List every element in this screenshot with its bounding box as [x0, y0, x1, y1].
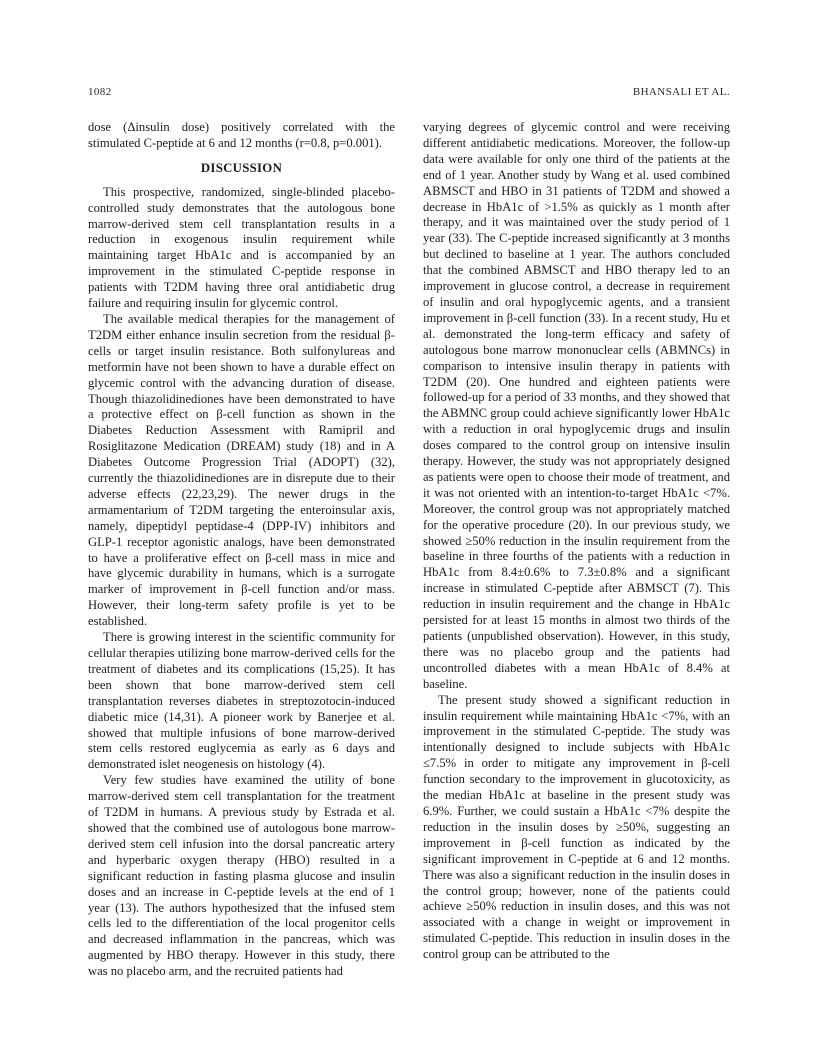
two-column-body — [88, 120, 730, 980]
running-head: BHANSALI ET AL. — [632, 86, 730, 98]
paragraph: There is growing interest in the scientific community for cellular therapies utilizing bone marrow-derived cells for the treatment of diabetes and its complications (15,25). It has been shown that bone marrow-derived stem cell transplantation reverses diabetes in streptozotocin-induced diabetic mice (14,31). A pioneer work by Banerjee et al. showed that multiple infusions of bone marrow-derived stem cells restored euglycemia as early as 6 days and demonstrated islet neogenesis on histology (4). — [88, 630, 395, 772]
running-header — [88, 86, 730, 98]
paragraph-continuation: dose (Δinsulin dose) positively correlated with the stimulated C-peptide at 6 and 12 months (r=0.8, p=0.001). — [88, 120, 395, 150]
page-number: 1082 — [88, 86, 112, 98]
paragraph: The present study showed a significant reduction in insulin requirement while maintaining HbA1c <7%, with an improvement in the stimulated C-peptide. The study was intentionally designed to include subjects with HbA1c ≤7.5% in order to mitigate any improvement in β-cell function secondary to the improvement in glucotoxicity, as the median HbA1c at baseline in the present study was 6.9%. Further, we could sustain a HbA1c <7% despite the reduction in the insulin doses by ≥50%, suggesting an improvement in β-cell function as indicated by the significant improvement in C-peptide at 6 and 12 months. There was also a significant reduction in the insulin doses in the control group; however, none of the patients could achieve ≥50% reduction in insulin doses, and this was not associated with a change in weight or improvement in stimulated C-peptide. This reduction in insulin doses in the control group can be attributed to the — [423, 692, 730, 962]
right-column — [423, 120, 730, 980]
paragraph-continuation: varying degrees of glycemic control and were receiving different antidiabetic medications. Moreover, the follow-up data were available for only one third of the patients at the end of 1 year. Another study by Wang et al. used combined ABMSCT and HBO in 31 patients of T2DM and showed a decrease in HbA1c of >1.5% as quickly as 1 month after therapy, and it was maintained over the study period of 1 year (33). The C-peptide increased significantly at 3 months but declined to baseline at 1 year. The authors concluded that the combined ABMSCT and HBO therapy led to an improvement in glucose control, a decrease in requirement of insulin and oral hypoglycemic agents, and a transient improvement in β-cell function (33). In a recent study, Hu et al. demonstrated the long-term efficacy and safety of autologous bone marrow mononuclear cells (ABMNCs) in comparison to intensive insulin therapy in patients with T2DM (20). One hundred and eighteen patients were followed-up for a period of 33 months, and they showed that the ABMNC group could achieve significantly lower HbA1c with a reduction in oral hypoglycemic drugs and insulin doses compared to the control group on intensive insulin therapy. However, the study was not appropriately designed as patients were open to choose their mode of treatment, and it was not oriented with an intention-to-target HbA1c <7%. Moreover, the control group was not appropriately matched for the operative procedure (20). In our previous study, we showed ≥50% reduction in the insulin requirement from the baseline in three fourths of the patients with a reduction in HbA1c from 8.4±0.6% to 7.3±0.8% and a significant increase in stimulated C-peptide after ABMSCT (7). This reduction in insulin requirement and the change in HbA1c persisted for at least 15 months in almost two thirds of the patients (unpublished observation). However, in this study, there was no placebo group and the patients had uncontrolled diabetes with a mean HbA1c of 8.4% at baseline. — [423, 120, 730, 691]
paragraph: The available medical therapies for the management of T2DM either enhance insulin secretion from the residual β-cells or target insulin resistance. Both sulfonylureas and metformin have not been shown to have a durable effect on glycemic control with the advancing duration of disease. Though thiazolidinediones have been demonstrated to have a protective effect on β-cell function as shown in the Diabetes Reduction Assessment with Ramipril and Rosiglitazone Medication (DREAM) study (18) and in A Diabetes Outcome Progression Trial (ADOPT) (32), currently the thiazolidinediones are in disrepute due to their adverse effects (22,23,29). The newer drugs in the armamentarium of T2DM targeting the enteroinsular axis, namely, dipeptidyl peptidase-4 (DPP-IV) inhibitors and GLP-1 receptor agonistic analogs, have been demonstrated to have a proliferative effect on β-cell mass in mice and have glycemic durability in humans, which is a surrogate marker of improvement in β-cell function and/or mass. However, their long-term safety profile is yet to be established. — [88, 311, 395, 629]
paragraph: Very few studies have examined the utility of bone marrow-derived stem cell transplantation for the treatment of T2DM in humans. A previous study by Estrada et al. showed that the combined use of autologous bone marrow-derived stem cell infusion into the dorsal pancreatic artery and hyperbaric oxygen therapy (HBO) resulted in a significant reduction in fasting plasma glucose and insulin doses and an increase in C-peptide levels at the end of 1 year (13). The authors hypothesized that the infused stem cells led to the differentiation of the local progenitor cells and decreased inflammation in the pancreas, which was augmented by HBO therapy. However in this study, there was no placebo arm, and the recruited patients had — [88, 773, 395, 979]
left-column — [88, 120, 395, 980]
paragraph: This prospective, randomized, single-blinded placebo-controlled study demonstrates that the autologous bone marrow-derived stem cell transplantation results in a reduction in exogenous insulin requirement while maintaining target HbA1c and is accompanied by an improvement in the stimulated C-peptide response in patients with T2DM having three oral antidiabetic drug failure and requiring insulin for glycemic control. — [88, 184, 395, 311]
section-heading: DISCUSSION — [200, 160, 283, 175]
